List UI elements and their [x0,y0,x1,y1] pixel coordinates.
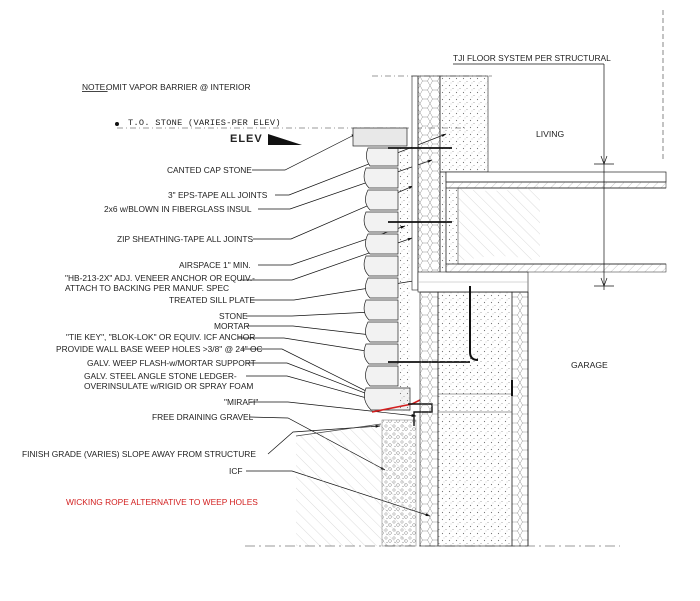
tji-floor-system [446,172,666,272]
note-text: OMIT VAPOR BARRIER @ INTERIOR [106,82,251,92]
elevation-marker [230,133,302,145]
callout-weep-holes: PROVIDE WALL BASE WEEP HOLES >3/8" @ 24" OC [56,344,263,354]
callout-labels [22,165,268,507]
callout-eps-tape: 3" EPS-TAPE ALL JOINTS [168,190,268,200]
callout-2x6-insul: 2x6 w/BLOWN IN FIBERGLASS INSUL [104,204,252,214]
room-living: LIVING [536,129,565,139]
callout-zip-sheathing: ZIP SHEATHING-TAPE ALL JOINTS [117,234,254,244]
callout-icf: ICF [229,466,243,476]
note-prefix: NOTE: [82,82,108,92]
callout-mortar: MORTAR [214,321,250,331]
callout-mirafi: "MIRAFI" [224,397,259,407]
callout-airspace: AIRSPACE 1" MIN. [179,260,251,270]
elev-label: ELEV [230,133,263,145]
callout-gravel: FREE DRAINING GRAVEL [152,412,254,422]
callout-sill-plate: TREATED SILL PLATE [169,295,255,305]
callout-angle-ledger: GALV. STEEL ANGLE STONE LEDGER- [84,371,237,381]
callout-veneer-anchor-2: ATTACH TO BACKING PER MANUF. SPEC [65,283,230,293]
callout-veneer-anchor: "HB-213-2X" ADJ. VENEER ANCHOR OR EQUIV.- [65,273,255,283]
room-garage: GARAGE [571,360,608,370]
icf-wall [420,286,528,546]
callout-angle-ledger-2: OVERINSULATE w/RIGID OR SPRAY FOAM [84,381,254,391]
callout-weep-flash: GALV. WEEP FLASH-w/MORTAR SUPPORT [87,358,256,368]
mortar-joints [398,146,410,412]
top-of-stone-label: T.O. STONE (VARIES-PER ELEV) [128,118,281,128]
callout-canted-cap-stone: CANTED CAP STONE [167,165,252,175]
floor-system-label: TJI FLOOR SYSTEM PER STRUCTURAL [453,53,611,63]
callout-stone: STONE [219,311,248,321]
callout-wicking-rope: WICKING ROPE ALTERNATIVE TO WEEP HOLES [66,497,258,507]
callout-finish-grade: FINISH GRADE (VARIES) SLOPE AWAY FROM STRUCTURE [22,449,256,459]
callout-icf-anchor: "TIE KEY", "BLOK-LOK" OR EQUIV. ICF ANCHOR [66,332,256,342]
earth-backfill [296,420,416,546]
